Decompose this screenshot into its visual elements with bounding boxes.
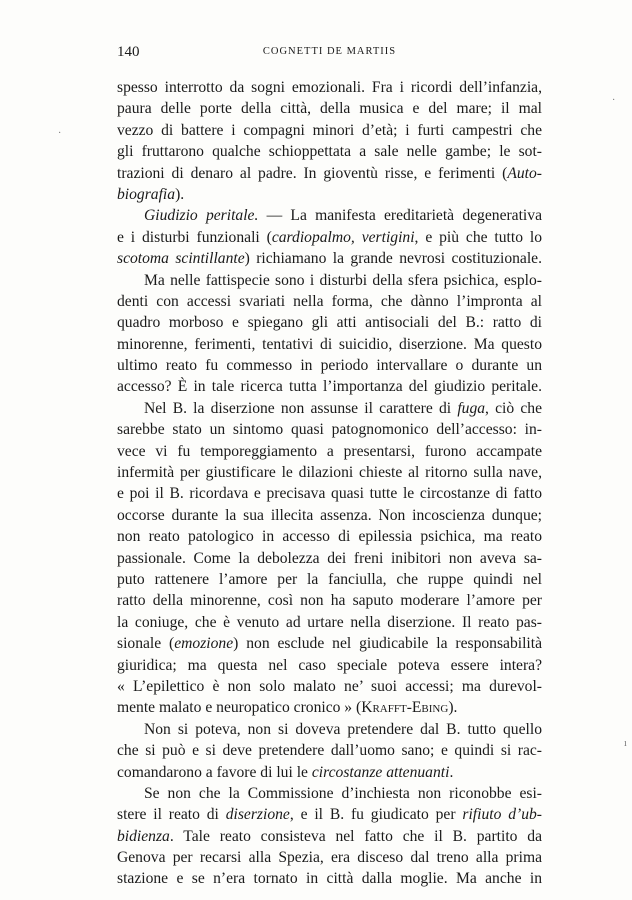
text-line: Non si poteva, non si doveva pretendere dal B. tutto quello [144,720,542,738]
text-line: passionale. Come la debolezza dei freni inibitori non aveva sa- [117,549,542,567]
margin-mark: ı [624,738,627,749]
text-line: stazione e se n’era tornato in città dalla moglie. Ma anche in [117,870,542,888]
text-line: Giudizio peritale. — La manifesta ereditarietà degenerativa [144,207,542,225]
text-line: che si può e si deve pretendere dall’uomo sano; e quindi si rac- [117,742,542,760]
text-line: vezzo di battere i compagni minori d’età; i furti campestri che [117,121,542,139]
text-line: Ma nelle fattispecie sono i disturbi della sfera psichica, esplo- [144,271,542,289]
text-line: non reato patologico in accesso di epilessia psichica, ma reato [117,528,542,546]
text-line: infermità per giustificare le dilazioni chieste al ritorno sulla nave, [117,464,542,482]
text-line: « L’epilettico è non solo malato ne’ suoi accessi; ma durevol- [117,677,542,695]
text-line: sionale (emozione) non esclude nel giudicabile la responsabilità [117,635,542,653]
text-line: gli fruttarono qualche schioppettata a sale nelle gambe; le sot- [117,143,542,161]
text-line: giuridica; ma questa nel caso speciale poteva essere intera? [117,656,542,674]
text-line: mente malato e neuropatico cronico » (Krafft-Ebing). [117,699,458,717]
text-line: Nel B. la diserzione non assunse il carattere di fuga, ciò che [144,399,543,417]
page-number: 140 [117,44,140,60]
text-line: quadro morboso e spiegano gli atti antisociali del B.: ratto di [117,314,542,332]
text-line: trazioni di denaro al padre. In gioventù risse, e ferimenti (Auto- [117,164,542,182]
text-line: comandarono a favore di lui le circostanze attenuanti. [117,763,454,781]
text-line: scotoma scintillante) richiamano la grande nevrosi costituzionale. [117,250,542,268]
margin-mark: · [58,128,62,139]
text-line: stere il reato di diserzione, e il B. fu giudicato per rifiuto d’ub- [117,806,542,824]
page-header [117,44,542,64]
text-line: Se non che la Commissione d’inchiesta non riconobbe esi- [144,784,542,802]
text-line: occorse durante la sua illecita assenza. Non incoscienza dunque; [117,506,542,524]
body-text [117,77,542,890]
running-head: COGNETTI DE MARTIIS [262,46,397,57]
text-line: e poi il B. ricordava e precisava quasi tutte le circostanze di fatto [117,485,542,503]
text-line: minorenne, ferimenti, tentativi di suicidio, diserzione. Ma questo [117,335,542,353]
text-line: ultimo reato fu commesso in periodo intervallare o durante un [117,357,542,375]
text-line: Genova per recarsi alla Spezia, era disceso dal treno alla prima [117,849,542,867]
text-line: e i disturbi funzionali (cardiopalmo, vertigini, e più che tutto lo [117,228,543,246]
text-line: denti con accessi svariati nella forma, che dànno l’impronta al [117,292,542,310]
text-line: puto rattenere l’amore per la fanciulla, che ruppe quindi nel [117,570,542,588]
text-line: ratto della minorenne, così non ha saputo moderare l’amore per [117,592,542,610]
text-line: vece vi fu temporeggiamento a presentarsi, furono accampate [117,442,542,460]
text-line: biografia). [117,185,185,203]
margin-mark: · [612,95,616,106]
text-line: accesso? È in tale ricerca tutta l’importanza del giudizio peritale. [117,378,542,396]
text-line: la coniuge, che è venuto ad urtare nella diserzione. Il reato pas- [117,613,542,631]
section-heading: Giudizio peritale. [144,207,259,225]
text-line: sarebbe stato un sintomo quasi patognomonico dell’accesso: in- [117,421,542,439]
text-line: bidienza. Tale reato consisteva nel fatto che il B. partito da [117,827,542,845]
text-line: spesso interrotto da sogni emozionali. Fra i ricordi dell’infanzia, [117,79,542,96]
text-line: paura delle porte della città, della musica e del mare; il mal [117,100,542,118]
